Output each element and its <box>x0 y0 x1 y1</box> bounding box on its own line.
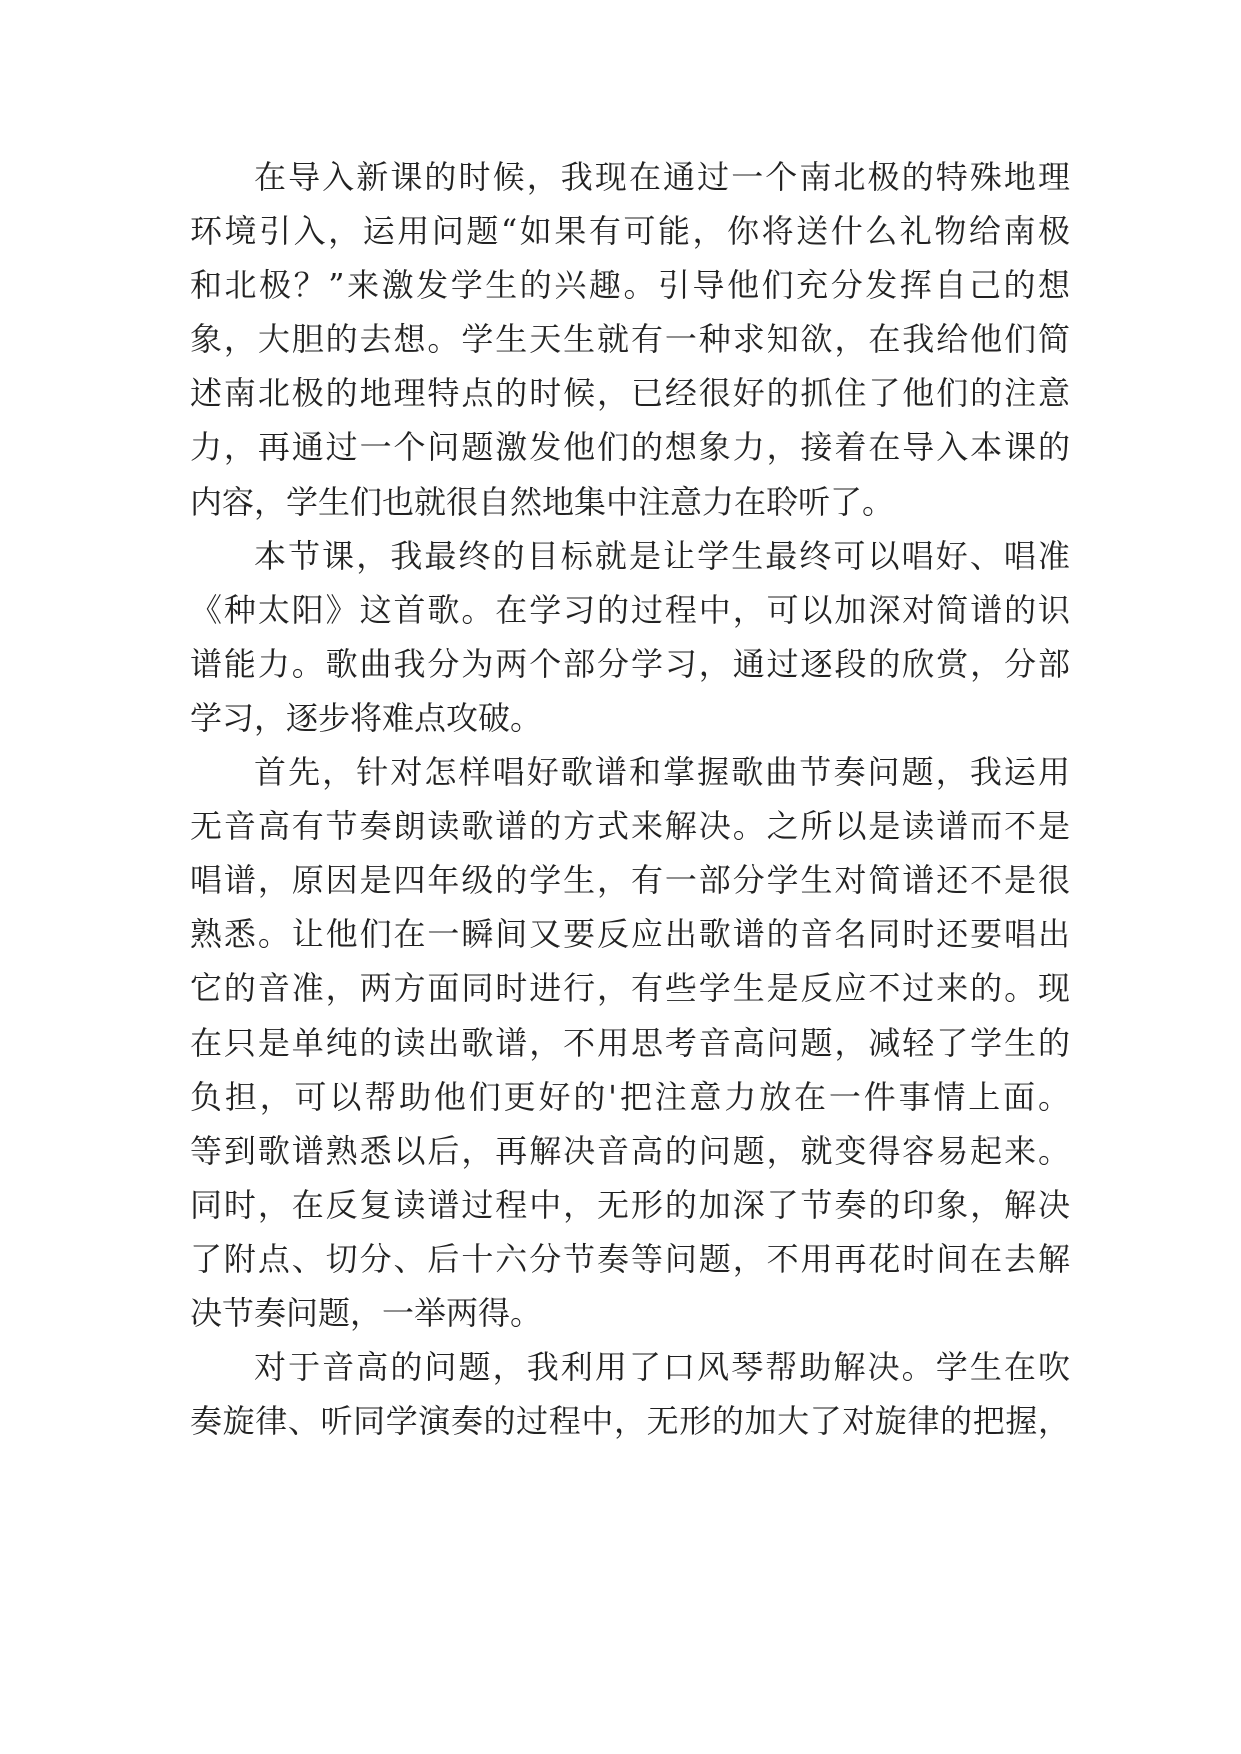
text-line: 学习，逐步将难点攻破。 <box>190 698 543 737</box>
paragraph-intro <box>190 150 1070 529</box>
text-line: 它的音准，两方面同时进行，有些学生是反应不过来的。现 <box>190 969 1070 1008</box>
text-line: 奏旋律、听同学演奏的过程中，无形的加大了对旋律的把握， <box>190 1402 1070 1441</box>
document-body <box>190 150 1070 1448</box>
text-line: 了附点、切分、后十六分节奏等问题，不用再花时间在去解 <box>190 1239 1070 1278</box>
text-line: 熟悉。让他们在一瞬间又要反应出歌谱的音名同时还要唱出 <box>190 915 1070 954</box>
text-line: 无音高有节奏朗读歌谱的方式来解决。之所以是读谱而不是 <box>190 807 1070 846</box>
paragraph-rhythm <box>190 745 1070 1340</box>
text-line: 唱谱，原因是四年级的学生，有一部分学生对简谱还不是很 <box>190 861 1070 900</box>
text-line: 《种太阳》这首歌。在学习的过程中，可以加深对简谱的识 <box>190 590 1070 629</box>
paragraph-pitch <box>190 1340 1070 1448</box>
text-line: 在只是单纯的读出歌谱，不用思考音高问题，减轻了学生的 <box>190 1023 1070 1062</box>
text-line: 本节课，我最终的目标就是让学生最终可以唱好、唱准 <box>254 536 1070 575</box>
text-line: 力，再通过一个问题激发他们的想象力，接着在导入本课的 <box>190 428 1070 467</box>
text-line: 同时，在反复读谱过程中，无形的加深了节奏的印象，解决 <box>190 1185 1070 1224</box>
paragraph-goal <box>190 529 1070 745</box>
text-line: 对于音高的问题，我利用了口风琴帮助解决。学生在吹 <box>254 1348 1070 1387</box>
text-line: 谱能力。歌曲我分为两个部分学习，通过逐段的欣赏，分部 <box>190 644 1070 683</box>
text-line: 在导入新课的时候，我现在通过一个南北极的特殊地理 <box>254 158 1070 196</box>
text-line: 述南北极的地理特点的时候，已经很好的抓住了他们的注意 <box>190 374 1070 413</box>
text-line: 内容，学生们也就很自然地集中注意力在聆听了。 <box>190 482 895 521</box>
text-line: 象，大胆的去想。学生天生就有一种求知欲，在我给他们简 <box>190 320 1070 359</box>
text-line: 决节奏问题，一举两得。 <box>190 1293 543 1332</box>
text-line: 环境引入，运用问题“如果有可能，你将送什么礼物给南极 <box>190 212 1070 251</box>
text-line: 和北极？”来激发学生的兴趣。引导他们充分发挥自己的想 <box>190 266 1070 305</box>
text-line: 等到歌谱熟悉以后，再解决音高的问题，就变得容易起来。 <box>190 1131 1070 1170</box>
text-line: 首先，针对怎样唱好歌谱和掌握歌曲节奏问题，我运用 <box>254 753 1070 792</box>
text-line: 负担，可以帮助他们更好的'把注意力放在一件事情上面。 <box>190 1077 1070 1116</box>
